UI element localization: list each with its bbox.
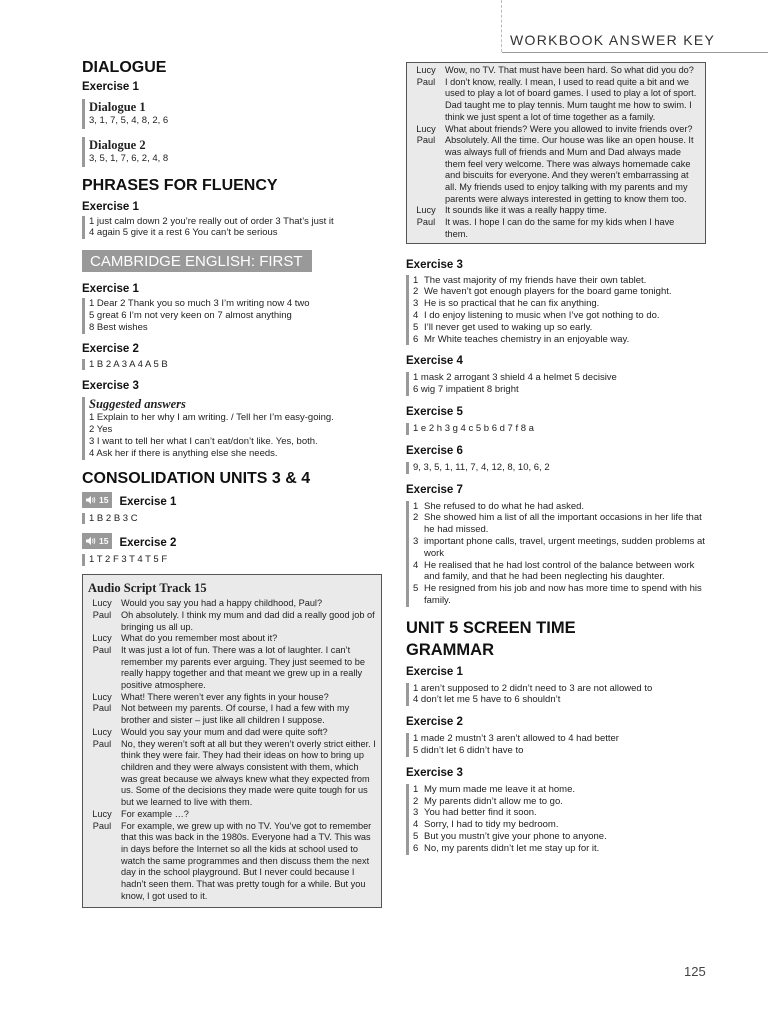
answer-line: 1 T 2 F 3 T 4 T 5 F <box>89 554 168 566</box>
script-line <box>83 598 377 610</box>
audio-track-number: 15 <box>99 536 109 547</box>
exercise-heading: Exercise 2 <box>119 537 177 550</box>
answer-line: 9, 3, 5, 1, 11, 7, 4, 12, 8, 10, 6, 2 <box>413 461 550 473</box>
exercise-heading: Exercise 7 <box>406 483 463 496</box>
speaker-name: Paul <box>92 609 112 620</box>
answer-block-ex3 <box>406 275 706 346</box>
audio-script-lines <box>407 65 697 241</box>
speaker-name: Lucy <box>92 808 112 819</box>
answer-item <box>413 322 706 334</box>
script-line <box>407 135 697 205</box>
speech-text: Oh absolutely. I think my mum and dad did a really good job of bringing us all up. <box>121 609 375 632</box>
speech-text: It was just a lot of fun. There was a lot of laughter. I can’t remember my parents ever arguing. They just seemed to be really happy together and that meant we grew up in a really positive atmosphere. <box>121 644 365 691</box>
left-column <box>82 58 382 908</box>
answer-block-grammar-ex3 <box>406 784 706 855</box>
audio-track-number: 15 <box>99 494 109 505</box>
answer-item <box>413 310 706 322</box>
exercise-heading: Exercise 3 <box>82 380 139 393</box>
section-title-cambridge: CAMBRIDGE ENGLISH: FIRST <box>82 250 312 272</box>
script-line <box>83 821 377 903</box>
exercise-heading: Exercise 2 <box>406 716 463 729</box>
answer-block-grammar-ex2 <box>406 733 706 757</box>
speech-text: No, they weren’t soft at all but they weren’t overly strict either. I think they were fair. They had their ideas on how to bring up children and they were always consistent with them, which was great because we always knew what they expected from us. Some of the decisions they made were quite tough for us but we learned to live with them. <box>121 738 376 808</box>
answer-block-cambridge-ex2 <box>82 359 382 371</box>
speech-text: Would you say you had a happy childhood, Paul? <box>121 598 323 609</box>
item-number: 5 <box>413 831 419 843</box>
answer-item <box>413 275 706 287</box>
script-line <box>407 205 697 217</box>
exercise-heading: Exercise 3 <box>406 258 463 271</box>
script-line <box>83 739 377 809</box>
answer-line: 1 mask 2 arrogant 3 shield 4 a helmet 5 decisive <box>413 372 617 384</box>
speaker-name: Lucy <box>416 123 436 134</box>
audio-script-title: Audio Script Track 15 <box>88 581 207 596</box>
answer-item <box>413 536 706 560</box>
answer-line: 3 I want to tell her what I can’t eat/don’t like. Yes, both. <box>89 435 318 447</box>
item-text: My parents didn’t allow me to go. <box>424 795 563 807</box>
speech-text: For example …? <box>121 808 189 819</box>
answer-block-ex7 <box>406 501 706 607</box>
answer-item <box>413 784 706 796</box>
audio-track-badge[interactable] <box>82 533 112 549</box>
exercise-heading: Exercise 5 <box>406 405 463 418</box>
speech-text: What about friends? Were you allowed to invite friends over? <box>445 123 693 134</box>
answer-block-consolidation-ex2 <box>82 554 382 566</box>
exercise-heading: Exercise 1 <box>82 81 139 93</box>
page-number: 125 <box>684 964 706 979</box>
exercise-row <box>82 533 382 550</box>
answer-item <box>413 560 706 584</box>
answer-block-ex4 <box>406 372 706 396</box>
answer-block-cambridge-ex3 <box>82 397 382 459</box>
speaker-name: Paul <box>92 703 112 714</box>
answer-line: 1 aren’t supposed to 2 didn’t need to 3 are not allowed to <box>413 682 653 694</box>
numbered-answers <box>413 501 706 607</box>
answer-item <box>413 819 706 831</box>
item-number: 5 <box>413 583 419 595</box>
dialogue-2-title: Dialogue 2 <box>89 137 146 152</box>
speech-text: Absolutely. All the time. Our house was like an open house. It was always full of friends and Mum and Dad always made them feel very welcome. There was always homemade cake and biscuits for everyone. And they weren’t embarrassing at all. My friends used to enjoy talking with my parents and my parents were always interested in getting to know them too. <box>445 135 694 204</box>
speaker-name: Paul <box>92 738 112 749</box>
script-line <box>83 610 377 633</box>
answer-line: 5 great 6 I’m not very keen on 7 almost anything <box>89 309 292 321</box>
speech-text: For example, we grew up with no TV. You’ve got to remember that this was back in the 1980s. Everyone had a TV. This was in days before the Internet so all the kids at school used to watch the same programmes and then discuss them the next day in the school playground. But I never could because I hadn’t seen them. That was pretty tough for a while. But you know, I got used to it. <box>121 820 372 901</box>
item-number: 2 <box>413 512 419 524</box>
exercise-heading: Exercise 6 <box>406 444 463 457</box>
exercise-heading: Exercise 1 <box>119 495 177 508</box>
answer-block-dialogue-1 <box>82 99 382 129</box>
script-line <box>407 124 697 136</box>
item-number: 4 <box>413 819 419 831</box>
speaker-name: Paul <box>416 76 436 87</box>
item-number: 4 <box>413 559 419 571</box>
item-text: She refused to do what he had asked. <box>424 500 585 512</box>
dialogue-2-answer: 3, 5, 1, 7, 6, 2, 4, 8 <box>89 152 169 164</box>
audio-script-box <box>82 574 382 908</box>
item-number: 2 <box>413 795 419 807</box>
speech-text: It was. I hope I can do the same for my kids when I have them. <box>445 217 675 239</box>
answer-line: 6 wig 7 impatient 8 bright <box>413 384 519 396</box>
answer-item <box>413 831 706 843</box>
speech-text: I don’t know, really. I mean, I used to read quite a bit and we used to play a lot of board games. I used to play a lot of sport. Dad taught me to play tennis. Mum taught me how to swim. I think we just spent a lot of time together as a family. <box>445 76 697 122</box>
audio-script-continued-box <box>406 62 706 244</box>
answer-line: 1 Dear 2 Thank you so much 3 I’m writing now 4 two <box>89 298 310 310</box>
dialogue-1-answer: 3, 1, 7, 5, 4, 8, 2, 6 <box>89 115 169 126</box>
answer-line: 4 Ask her if there is anything else she needs. <box>89 447 278 459</box>
item-text: You had better find it soon. <box>424 807 537 819</box>
numbered-answers <box>413 275 706 346</box>
item-text: important phone calls, travel, urgent meetings, sudden problems at work <box>424 535 705 559</box>
speech-text: What! There weren’t ever any fights in your house? <box>121 691 329 702</box>
item-number: 3 <box>413 298 419 310</box>
answer-line: 1 made 2 mustn’t 3 aren’t allowed to 4 had better <box>413 733 619 745</box>
suggested-answers-heading: Suggested answers <box>89 397 186 412</box>
script-line <box>83 703 377 726</box>
answer-line: 1 e 2 h 3 g 4 c 5 b 6 d 7 f 8 a <box>413 422 534 434</box>
section-title-consolidation: CONSOLIDATION UNITS 3 & 4 <box>82 469 311 487</box>
item-text: He is so practical that he can fix anything. <box>424 298 600 310</box>
header-rule <box>502 52 768 53</box>
speech-text: Wow, no TV. That must have been hard. So what did you do? <box>445 65 694 75</box>
answer-line: 8 Best wishes <box>89 321 148 333</box>
exercise-heading: Exercise 1 <box>82 283 139 296</box>
speaker-name: Paul <box>416 217 436 228</box>
answer-item <box>413 512 706 536</box>
speaker-name: Lucy <box>92 633 112 644</box>
speaker-name: Lucy <box>416 65 436 75</box>
item-text: I’ll never get used to waking up so early. <box>424 321 593 333</box>
item-number: 3 <box>413 807 419 819</box>
script-line <box>83 727 377 739</box>
answer-item <box>413 796 706 808</box>
item-text: Sorry, I had to tidy my bedroom. <box>424 819 559 831</box>
item-text: We haven’t got enough players for the board game tonight. <box>424 286 672 298</box>
answer-line: 2 Yes <box>89 424 113 436</box>
speech-text: Not between my parents. Of course, I had a few with my brother and sister – just like all children I suppose. <box>121 703 350 726</box>
script-line <box>83 633 377 645</box>
item-number: 4 <box>413 309 419 321</box>
speaker-name: Paul <box>92 644 112 655</box>
speaker-name: Lucy <box>416 205 436 216</box>
item-text: She showed him a list of all the important occasions in her life that he had missed. <box>424 512 702 536</box>
answer-line: 1 Explain to her why I am writing. / Tell her I’m easy-going. <box>89 412 334 424</box>
script-line <box>407 77 697 124</box>
speaker-name: Paul <box>416 135 436 146</box>
speech-text: It sounds like it was a really happy time. <box>445 205 607 216</box>
answer-block-ex6 <box>406 462 706 474</box>
exercise-heading: Exercise 1 <box>406 665 463 678</box>
answer-item <box>413 334 706 346</box>
header-divider <box>501 0 502 52</box>
answer-item <box>413 298 706 310</box>
answer-line: 1 B 2 A 3 A 4 A 5 B <box>89 358 168 370</box>
speaker-name: Paul <box>92 820 112 831</box>
speech-text: Would you say your mum and dad were quite soft? <box>121 726 328 737</box>
script-line <box>407 217 697 240</box>
speaker-icon <box>86 496 96 504</box>
item-text: No, my parents didn’t let me stay up for it. <box>424 842 600 854</box>
item-text: My mum made me leave it at home. <box>424 783 575 795</box>
section-title-dialogue: DIALOGUE <box>82 59 167 76</box>
item-number: 2 <box>413 286 419 298</box>
answer-item <box>413 583 706 607</box>
answer-line: 1 B 2 B 3 C <box>89 512 138 524</box>
item-text: Mr White teaches chemistry in an enjoyable way. <box>424 333 630 345</box>
answer-block-consolidation-ex1 <box>82 513 382 525</box>
item-number: 1 <box>413 783 419 795</box>
right-column <box>406 62 706 855</box>
speaker-name: Lucy <box>92 726 112 737</box>
item-number: 1 <box>413 274 419 286</box>
running-header: WORKBOOK ANSWER KEY <box>510 32 716 48</box>
exercise-row <box>82 492 382 509</box>
script-line <box>83 692 377 704</box>
dialogue-1-title: Dialogue 1 <box>89 100 146 114</box>
speaker-icon <box>86 537 96 545</box>
item-text: He resigned from his job and now has more time to spend with his family. <box>424 583 702 606</box>
audio-track-badge[interactable] <box>82 492 112 508</box>
item-number: 5 <box>413 321 419 333</box>
section-band-cambridge <box>82 250 382 272</box>
unit-title: UNIT 5 SCREEN TIME <box>406 618 576 637</box>
item-text: He realised that he had lost control of the balance between work and family, and that he had been neglecting his daughter. <box>424 559 695 583</box>
item-number: 6 <box>413 842 419 854</box>
section-title-grammar: GRAMMAR <box>406 640 494 659</box>
answer-line: 5 didn’t let 6 didn’t have to <box>413 745 524 757</box>
answer-line: 1 just calm down 2 you’re really out of order 3 That’s just it <box>89 215 334 227</box>
answer-item <box>413 501 706 513</box>
audio-script-lines <box>83 598 377 902</box>
exercise-heading: Exercise 1 <box>82 200 139 213</box>
answer-line: 4 don’t let me 5 have to 6 shouldn’t <box>413 694 561 706</box>
item-number: 3 <box>413 535 419 547</box>
item-text: I do enjoy listening to music when I’ve got nothing to do. <box>424 309 660 321</box>
item-number: 1 <box>413 500 419 512</box>
speaker-name: Lucy <box>92 691 112 702</box>
speech-text: What do you remember most about it? <box>121 633 278 644</box>
exercise-heading: Exercise 2 <box>82 342 139 355</box>
answer-block-grammar-ex1 <box>406 683 706 707</box>
answer-block-ex5 <box>406 423 706 435</box>
answer-block-cambridge-ex1 <box>82 298 382 333</box>
script-line <box>83 645 377 692</box>
item-text: The vast majority of my friends have their own tablet. <box>424 274 647 286</box>
exercise-heading: Exercise 3 <box>406 766 463 779</box>
script-line <box>83 809 377 821</box>
speaker-name: Lucy <box>92 598 112 609</box>
item-text: But you mustn’t give your phone to anyone. <box>424 831 607 843</box>
section-title-phrases: PHRASES FOR FLUENCY <box>82 176 278 194</box>
numbered-answers <box>413 784 706 855</box>
answer-line: 4 again 5 give it a rest 6 You can’t be serious <box>89 227 278 239</box>
answer-item <box>413 807 706 819</box>
script-line <box>407 65 697 77</box>
answer-item <box>413 843 706 855</box>
answer-block-phrases <box>82 216 382 240</box>
answer-block-dialogue-2 <box>82 137 382 167</box>
answer-item <box>413 286 706 298</box>
exercise-heading: Exercise 4 <box>406 355 463 368</box>
item-number: 6 <box>413 333 419 345</box>
